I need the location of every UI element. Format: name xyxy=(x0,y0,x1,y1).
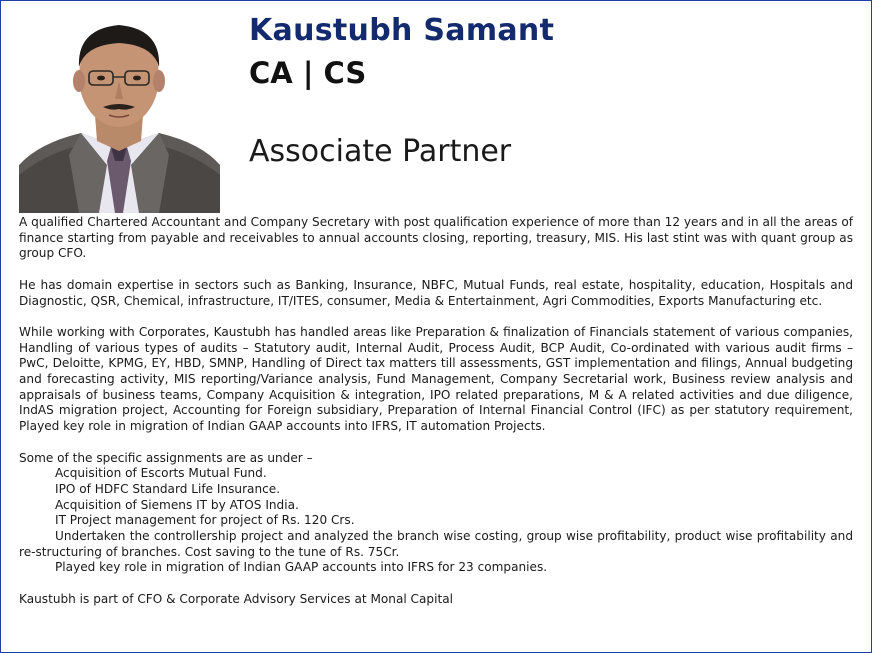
profile-credentials: CA | CS xyxy=(249,56,367,90)
list-item-text: IT Project management for project of Rs. 120 Crs. xyxy=(55,513,355,528)
list-item xyxy=(19,466,853,482)
bio-paragraph: While working with Corporates, Kaustubh has handled areas like Preparation & finalization of Financials statement of various companies, Handling of various types of audits – Statutory audit, Internal Audit, Process Audit, BCP Audit, Co-ordinated with various audit firms – PwC, Deloitte, KPMG, EY, HBD, SMNP, Handling of Direct tax matters till assessments, GST implementation and filings, Annual budgeting and forecasting activity, MIS reporting/Variance analysis, Fund Management, Company Secretarial work, Business review analysis and appraisals of business teams, Company Acquisition & integration, IPO related preparations, M & A related activities and due diligence, IndAS migration project, Accounting for Foreign subsidiary, Preparation of Internal Financial Control (IFC) as per statutory requirement, Played key role in migration of Indian GAAP accounts into IFRS, IT automation Projects. xyxy=(19,324,853,434)
list-item-text: Acquisition of Siemens IT by ATOS India. xyxy=(55,497,299,512)
list-item-text: Undertaken the controllership project and analyzed the branch wise costing, group wise profitability, product wise profitability and re-structuring of branches. Cost saving to the tune of Rs. 75Cr. xyxy=(19,529,853,559)
profile-role: Associate Partner xyxy=(249,134,512,169)
list-item xyxy=(19,513,853,529)
closing-statement: Kaustubh is part of CFO & Corporate Advisory Services at Monal Capital xyxy=(19,591,453,606)
bio-paragraph: He has domain expertise in sectors such as Banking, Insurance, NBFC, Mutual Funds, real estate, hospitality, education, Hospitals and Diagnostic, QSR, Chemical, infrastructure, IT/ITES, consumer, Media & Entertainment, Agri Commodities, Exports Manufacturing etc. xyxy=(19,277,853,308)
bio-body xyxy=(19,215,853,608)
profile-photo xyxy=(19,15,220,213)
list-item xyxy=(19,560,853,576)
bio-paragraph: A qualified Chartered Accountant and Company Secretary with post qualification experience of more than 12 years and in all the areas of finance starting from payable and receivables to annual accounts closing, reporting, treasury, MIS. His last stint was with quant group as group CFO. xyxy=(19,215,853,261)
list-item xyxy=(19,529,853,560)
list-item xyxy=(19,482,853,498)
list-item xyxy=(19,498,853,514)
profile-name: Kaustubh Samant xyxy=(249,13,555,48)
assignments-list xyxy=(19,466,853,576)
assignments-intro: Some of the specific assignments are as under – xyxy=(19,450,313,465)
list-item-text: Acquisition of Escorts Mutual Fund. xyxy=(55,466,267,481)
list-item-text: IPO of HDFC Standard Life Insurance. xyxy=(55,481,281,496)
list-item-text: Played key role in migration of Indian GAAP accounts into IFRS for 23 companies. xyxy=(55,560,548,575)
